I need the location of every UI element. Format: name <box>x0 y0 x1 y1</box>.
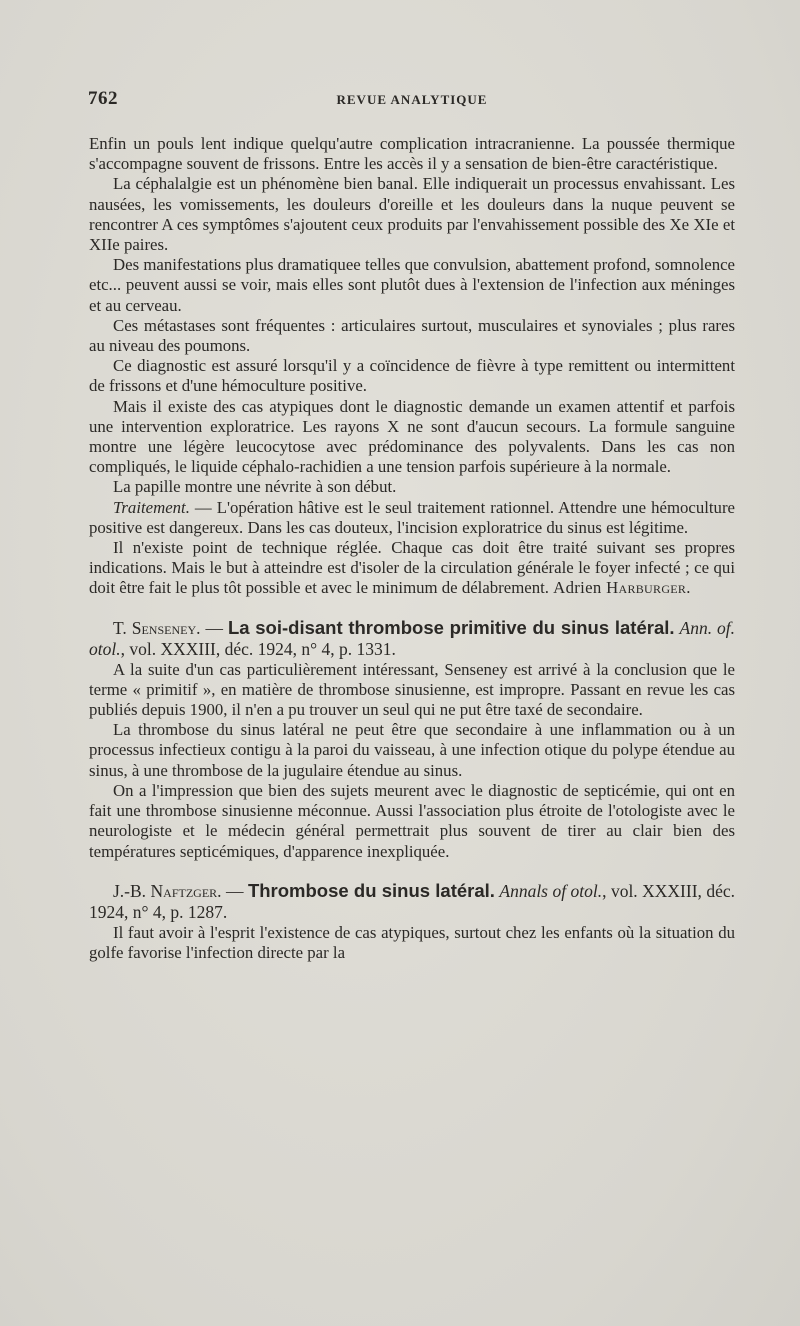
journal-reference: , vol. XXXIII, déc. 1924, n° 4, p. 1287. <box>89 880 736 922</box>
article-title: Thrombose du sinus latéral. <box>247 879 495 901</box>
paragraph: Enfin un pouls lent indique quelqu'autre complication intracranienne. La poussée thermique s'accompagne souvent de frissons. Entre les accès il y a sensation de bien-être caractéristique. <box>89 134 735 174</box>
author-signature <box>553 578 691 597</box>
journal-name: Annals of otol. <box>499 880 603 901</box>
paragraph: La thrombose du sinus latéral ne peut être que secondaire à une inflammation ou à un processus infectieux contigu à la paroi du vaisseau, à une infection otique du polype étendue au sinus, à une thrombose de la jugulaire étendue au sinus. <box>89 720 735 780</box>
article-author: T. Senseney. <box>113 617 201 638</box>
journal-reference: , vol. XXXIII, déc. 1924, n° 4, p. 1331. <box>120 638 396 659</box>
paragraph-traitement <box>89 498 735 538</box>
paragraph: Ce diagnostic est assuré lorsqu'il y a coïncidence de fièvre à type remittent ou intermittent de frissons et d'une hémoculture positive. <box>89 356 735 396</box>
paragraph: A la suite d'un cas particulièrement intéressant, Senseney est arrivé à la conclusion que le terme « primitif », en matière de thrombose sinusienne, est impropre. Passant en revue les cas publiés depuis 1900, il n'en a pu trouver un seul qui ne put être taxé de secondaire. <box>89 659 735 720</box>
paragraph: Il faut avoir à l'esprit l'existence de cas atypiques, surtout chez les enfants où la situation du golfe favorise l'infection directe par la <box>89 922 735 962</box>
signature-first-name: Adrien <box>553 578 602 598</box>
article-citation <box>89 880 735 923</box>
paragraph-text: — L'opération hâtive est le seul traitement rationnel. Attendre une hémoculture positive est dangereux. Dans les cas douteux, l'incision exploratrice du sinus est légitime. <box>89 497 735 537</box>
page-number: 762 <box>88 88 118 109</box>
article-citation <box>89 617 735 660</box>
paragraph: Des manifestations plus dramatiquee telles que convulsion, abattement profond, somnolence etc... peuvent aussi se voir, mais elles sont plutôt dues à l'extension de l'infection aux méninges et au cerveau. <box>89 255 735 315</box>
article-senseney <box>89 617 735 862</box>
article-naftzger <box>89 880 735 963</box>
signature-last-name: Harburger. <box>606 578 691 598</box>
paragraph-text: Il n'existe point de technique réglée. Chaque cas doit être traité suivant ses propres indications. Mais le but à atteindre est d'isoler de la circulation générale le foyer infecté ; ce qui doit être fait le plus tôt possible et avec le minimum de délabrement. <box>89 538 735 598</box>
body-text <box>89 134 735 963</box>
section-label: Traitement. <box>113 497 190 517</box>
paragraph: On a l'impression que bien des sujets meurent avec le diagnostic de septicémie, qui ont en fait une thrombose sinusienne méconnue. Aussi l'association plus étroite de l'otologiste avec le neurologiste et le médecin général permettrait plus souvent de tirer au clair bien des températures septicémiques, d'apparence inexpliquée. <box>89 780 735 861</box>
running-head: REVUE ANALYTIQUE <box>336 92 488 107</box>
page-header <box>88 88 736 112</box>
paragraph: Ces métastases sont fréquentes : articulaires surtout, musculaires et synoviales ; plus rares au niveau des poumons. <box>89 315 735 356</box>
article-title: La soi-disant thrombose primitive du sinus latéral. <box>227 616 675 638</box>
citation-dash: — <box>200 617 228 638</box>
paragraph: Mais il existe des cas atypiques dont le diagnostic demande un examen attentif et parfois une intervention exploratrice. Les rayons X ne sont d'aucun secours. La formule sanguine montre une légère leucocytose avec prédominance des polyvalents. Dans les cas non compliqués, le liquide céphalo-rachidien a une tension parfois supérieure à la normale. <box>89 396 735 477</box>
article-author: J.-B. Naftzger. <box>113 880 222 901</box>
intro-section <box>89 134 735 599</box>
paragraph: La papille montre une névrite à son début. <box>113 477 397 497</box>
citation-dash: — <box>221 880 248 901</box>
paragraph-with-signature <box>89 538 735 599</box>
paragraph: La céphalalgie est un phénomène bien banal. Elle indiquerait un processus envahissant. Les nausées, les vomissements, les douleurs d'oreille et les douleurs dans la nuque peuvent se rencontrer A ces symptômes s'ajoutent ceux produits par l'envahissement possible des Xe XIe et XIIe paires. <box>89 174 735 255</box>
journal-name: Ann. of. otol. <box>89 617 736 659</box>
